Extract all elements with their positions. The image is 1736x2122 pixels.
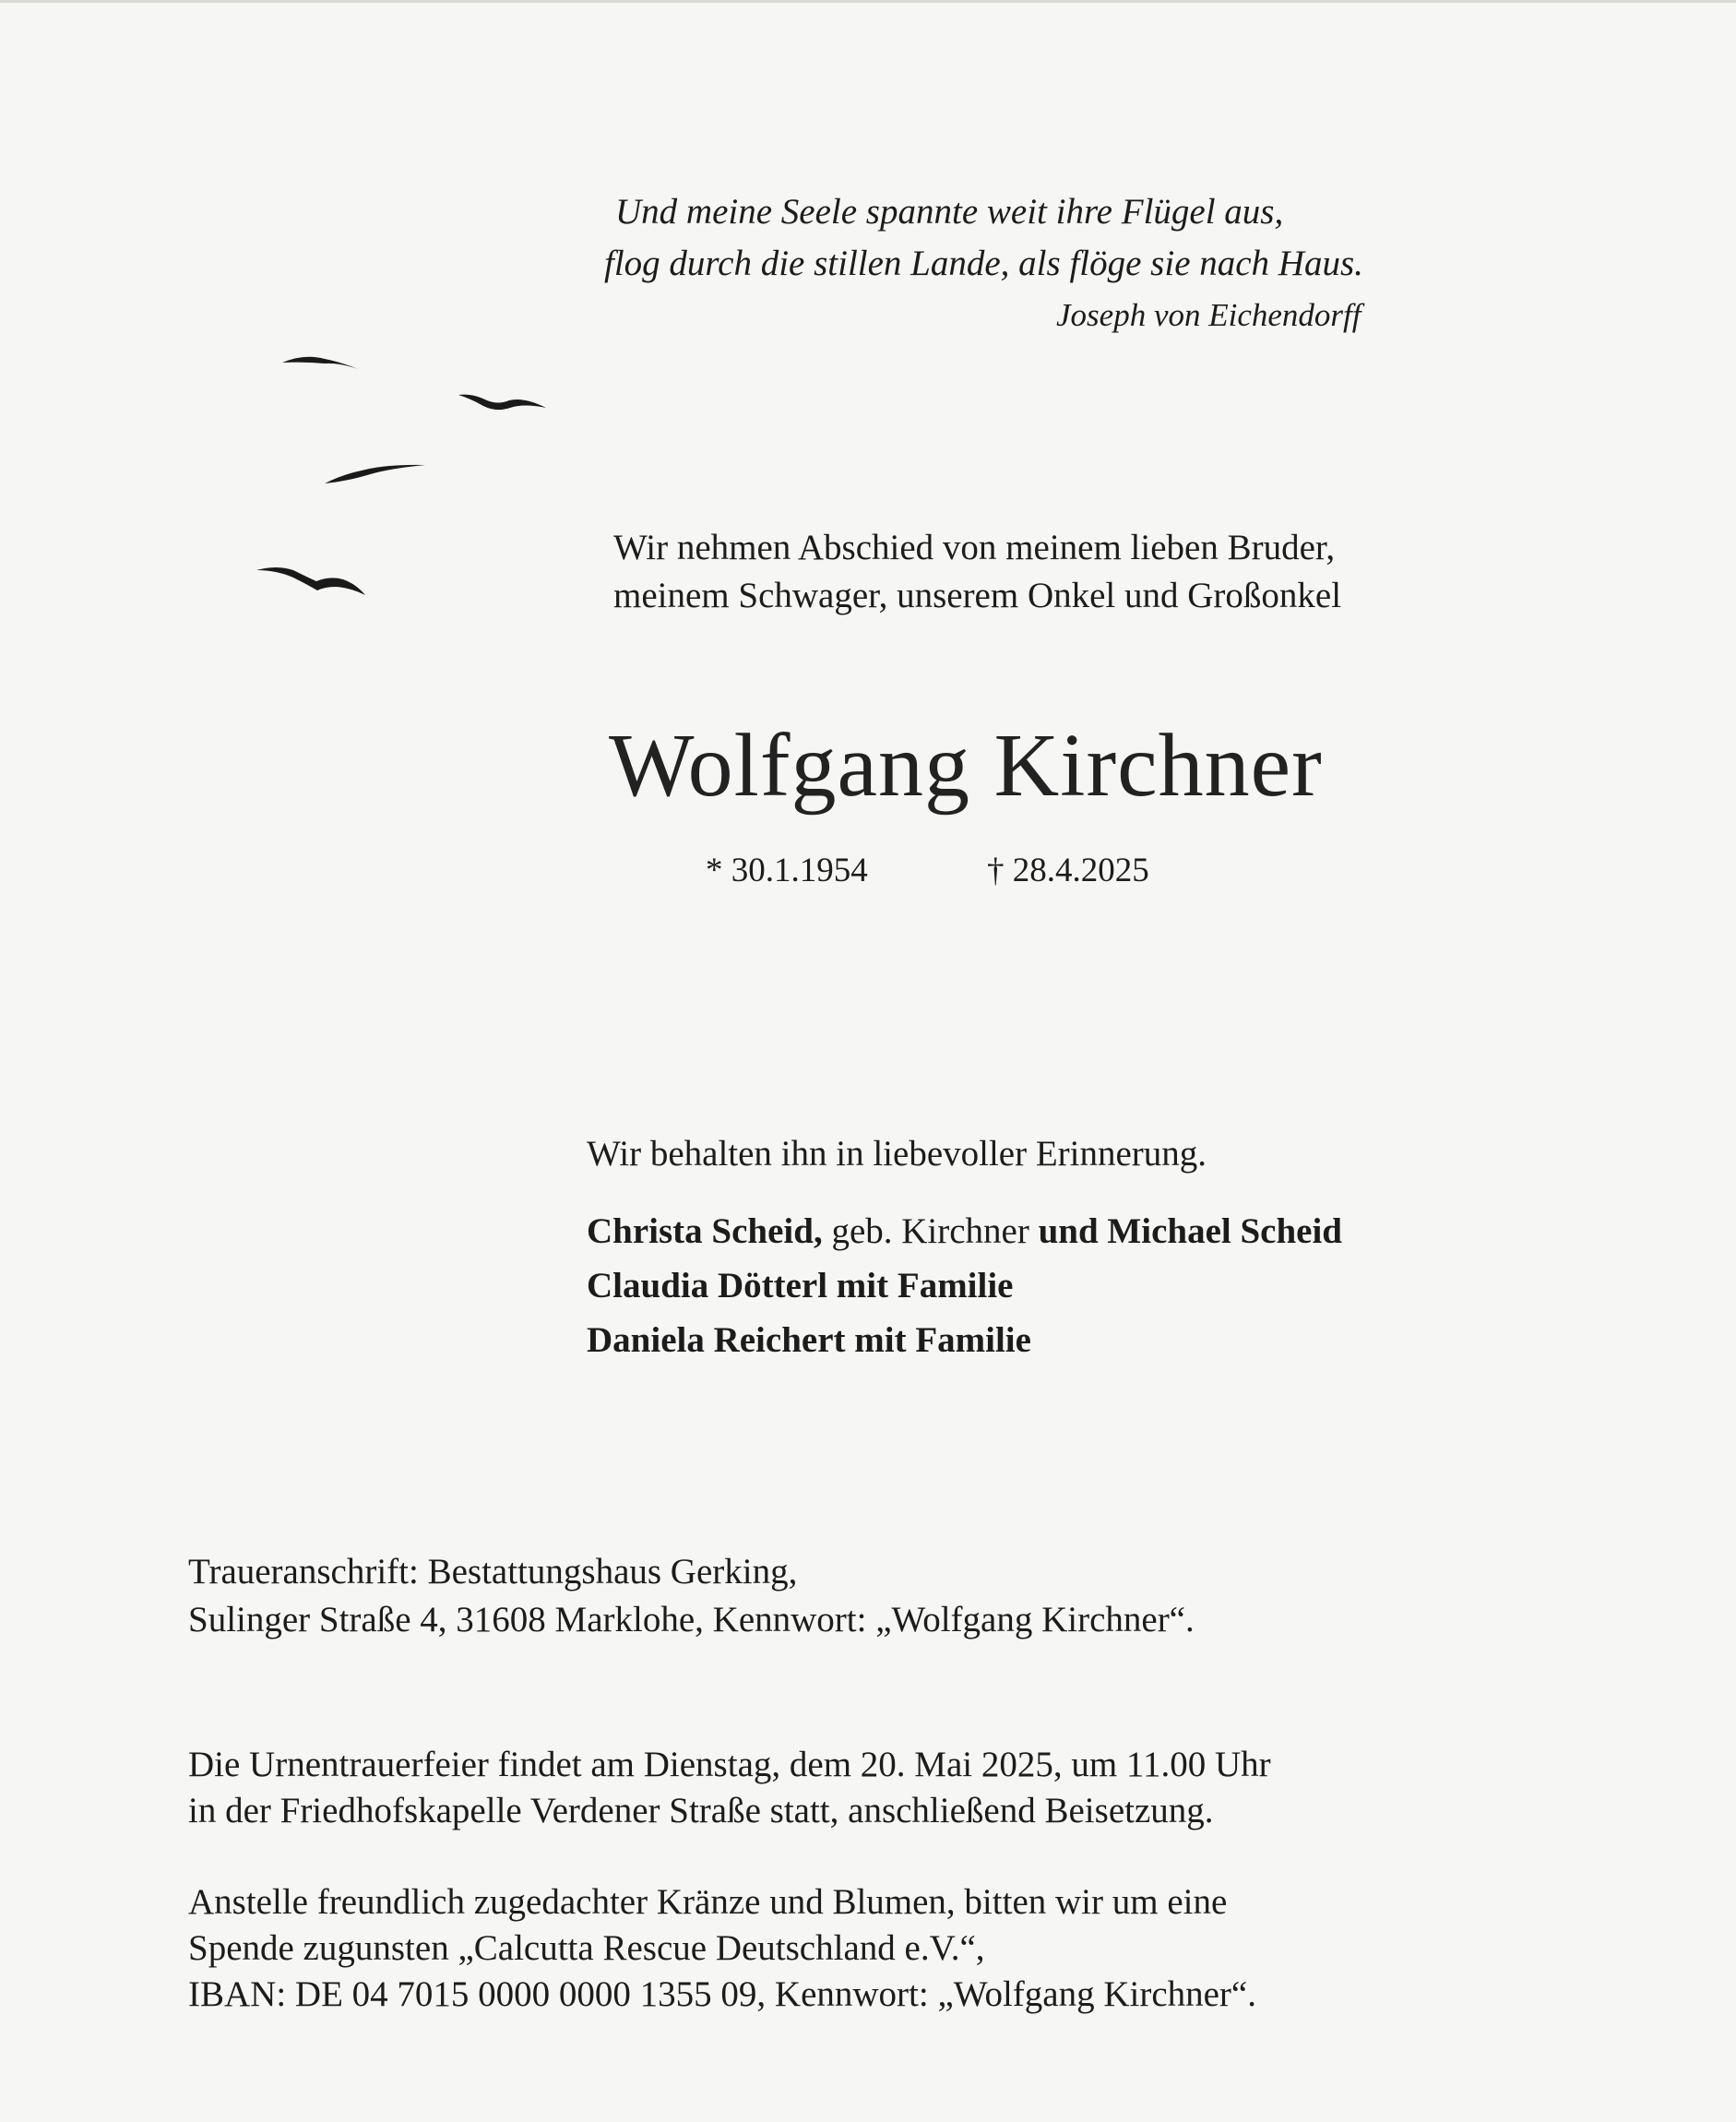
mourner-row: Claudia Dötterl mit Familie [587,1266,1014,1305]
mourner-row: Daniela Reichert mit Familie [587,1320,1031,1360]
ceremony-info [188,1742,1271,1834]
intro-line-1: Wir nehmen Abschied von meinem lieben Bruder, [613,528,1336,567]
quote-author: Joseph von Eichendorff [1056,297,1361,333]
mourner-partner: und Michael Scheid [1038,1211,1342,1251]
mourner-row [587,1204,1342,1258]
mourner-name: Christa Scheid, [587,1211,823,1251]
address-line-2: Sulinger Straße 4, 31608 Marklohe, Kennwort: „Wolfgang Kirchner“. [188,1600,1195,1639]
birth-date: * 30.1.1954 [706,852,868,889]
farewell-intro [613,524,1341,620]
mourner-maiden-name: geb. Kirchner [822,1211,1039,1251]
bird-icon [458,395,546,410]
ceremony-line-1: Die Urnentrauerfeier findet am Dienstag, dem 20. Mai 2025, um 11.00 Uhr [188,1745,1271,1784]
condolence-address [188,1548,1195,1644]
donation-info [188,1879,1256,2018]
quote-line-2: flog durch die stillen Lande, als flöge sie nach Haus. [604,244,1363,283]
life-dates [706,849,1149,893]
mourners-list [587,1204,1342,1367]
quote-line-1: Und meine Seele spannte weit ihre Flügel aus, [615,192,1284,232]
donation-line-3: IBAN: DE 04 7015 0000 0000 1355 09, Kennwort: „Wolfgang Kirchner“. [188,1974,1256,2014]
memory-line: Wir behalten ihn in liebevoller Erinnerung. [587,1134,1207,1174]
bird-icon [256,567,365,595]
bird-icon [282,357,358,369]
deceased-name: Wolfgang Kirchner [609,716,1323,816]
donation-line-1: Anstelle freundlich zugedachter Kränze und Blumen, bitten wir um eine [188,1882,1228,1922]
eichendorff-quote [604,186,1363,341]
intro-line-2: meinem Schwager, unserem Onkel und Großonkel [613,576,1342,615]
ceremony-line-2: in der Friedhofskapelle Verdener Straße statt, anschließend Beisetzung. [188,1791,1214,1830]
donation-line-2: Spende zugunsten „Calcutta Rescue Deutschland e.V.“, [188,1928,985,1968]
address-line-1: Traueranschrift: Bestattungshaus Gerking, [188,1552,798,1592]
death-date: † 28.4.2025 [987,852,1149,889]
bird-icon [325,465,425,483]
